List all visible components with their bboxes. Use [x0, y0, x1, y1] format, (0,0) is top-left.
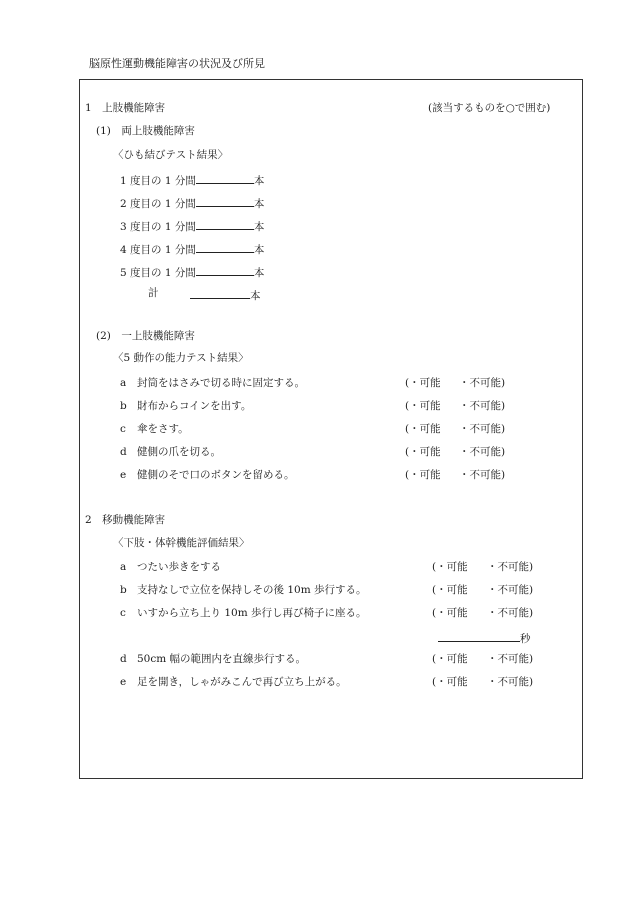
seconds-blank[interactable] [438, 631, 520, 642]
tying-row [120, 173, 264, 187]
tying-row-unit: 本 [253, 244, 265, 256]
upper-item-text: 傘をさす。 [137, 423, 189, 435]
tying-row [120, 265, 264, 279]
tying-total-row [190, 288, 261, 302]
lower-limb-test-label: 〈下肢・体幹機能評価結果〉 [113, 537, 250, 549]
option-impossible[interactable]: ・不可能) [487, 676, 534, 688]
option-possible[interactable]: (・可能 [432, 653, 468, 665]
mobility-item-key: d [120, 653, 127, 665]
section-upper-limb-heading: 1 上肢機能障害 [85, 102, 166, 114]
option-possible[interactable]: (・可能 [432, 561, 468, 573]
option-impossible[interactable]: ・不可能) [459, 469, 506, 481]
upper-item-text: 健側の爪を切る。 [137, 446, 221, 458]
page-title: 脳原性運動機能障害の状況及び所見 [89, 57, 265, 70]
upper-item-key: e [120, 469, 127, 481]
string-tying-test-label: 〈ひも結びテスト結果〉 [113, 149, 229, 161]
tying-row-label: 5 度目の 1 分間 [120, 267, 196, 279]
mobility-item-text: つたい歩きをする [137, 561, 221, 573]
subsection-one-upper-limb: (2) 一上肢機能障害 [96, 330, 195, 342]
seconds-unit: 秒 [520, 633, 531, 645]
seconds-row [438, 631, 531, 645]
option-possible[interactable]: (・可能 [432, 676, 468, 688]
mobility-item-text: 足を開き，しゃがみこんで再び立ち上がる。 [137, 676, 347, 688]
tying-count-blank[interactable] [196, 196, 254, 207]
tying-row-label: 1 度目の 1 分間 [120, 175, 196, 187]
mobility-item-key: a [120, 561, 127, 573]
tying-count-blank[interactable] [196, 219, 254, 230]
tying-row-label: 3 度目の 1 分間 [120, 221, 196, 233]
option-possible[interactable]: (・可能 [405, 446, 441, 458]
mobility-item-text: いすから立ち上り 10m 歩行し再び椅子に座る。 [137, 607, 367, 619]
five-action-test-label: 〈5 動作の能力テスト結果〉 [113, 352, 249, 364]
upper-item-key: d [120, 446, 127, 458]
option-possible[interactable]: (・可能 [432, 607, 468, 619]
tying-row [120, 219, 264, 233]
tying-row-unit: 本 [253, 221, 265, 233]
option-impossible[interactable]: ・不可能) [459, 446, 506, 458]
tying-count-blank[interactable] [196, 173, 254, 184]
tying-row-label: 4 度目の 1 分間 [120, 244, 196, 256]
tying-row-unit: 本 [253, 198, 265, 210]
mobility-item-key: c [120, 607, 126, 619]
tying-row [120, 242, 264, 256]
tying-row [120, 196, 264, 210]
option-possible[interactable]: (・可能 [405, 469, 441, 481]
option-impossible[interactable]: ・不可能) [487, 607, 534, 619]
subsection-both-upper-limbs: (1) 両上肢機能障害 [96, 125, 195, 137]
tying-row-unit: 本 [253, 175, 265, 187]
option-impossible[interactable]: ・不可能) [459, 400, 506, 412]
upper-item-key: a [120, 377, 127, 389]
tying-total-blank[interactable] [190, 288, 250, 299]
tying-total-label: 計 [148, 287, 159, 299]
mobility-item-key: b [120, 584, 127, 596]
option-possible[interactable]: (・可能 [405, 377, 441, 389]
upper-item-key: b [120, 400, 127, 412]
mobility-item-text: 支持なしで立位を保持しその後 10m 歩行する。 [137, 584, 367, 596]
option-impossible[interactable]: ・不可能) [487, 561, 534, 573]
option-impossible[interactable]: ・不可能) [487, 653, 534, 665]
option-possible[interactable]: (・可能 [405, 400, 441, 412]
instruction-text: (該当するものを○で囲む) [428, 102, 551, 114]
mobility-item-text: 50cm 幅の範囲内を直線歩行する。 [137, 653, 307, 665]
upper-item-key: c [120, 423, 126, 435]
tying-count-blank[interactable] [196, 242, 254, 253]
tying-row-unit: 本 [253, 267, 265, 279]
mobility-item-key: e [120, 676, 127, 688]
option-possible[interactable]: (・可能 [405, 423, 441, 435]
upper-item-text: 封筒をはさみで切る時に固定する。 [137, 377, 305, 389]
upper-item-text: 財布からコインを出す。 [137, 400, 252, 412]
option-possible[interactable]: (・可能 [432, 584, 468, 596]
tying-count-blank[interactable] [196, 265, 254, 276]
tying-row-label: 2 度目の 1 分間 [120, 198, 196, 210]
tying-total-unit: 本 [250, 290, 261, 302]
option-impossible[interactable]: ・不可能) [459, 377, 506, 389]
option-impossible[interactable]: ・不可能) [459, 423, 506, 435]
option-impossible[interactable]: ・不可能) [487, 584, 534, 596]
upper-item-text: 健側のそで口のボタンを留める。 [137, 469, 295, 481]
section-mobility-heading: 2 移動機能障害 [85, 514, 166, 526]
